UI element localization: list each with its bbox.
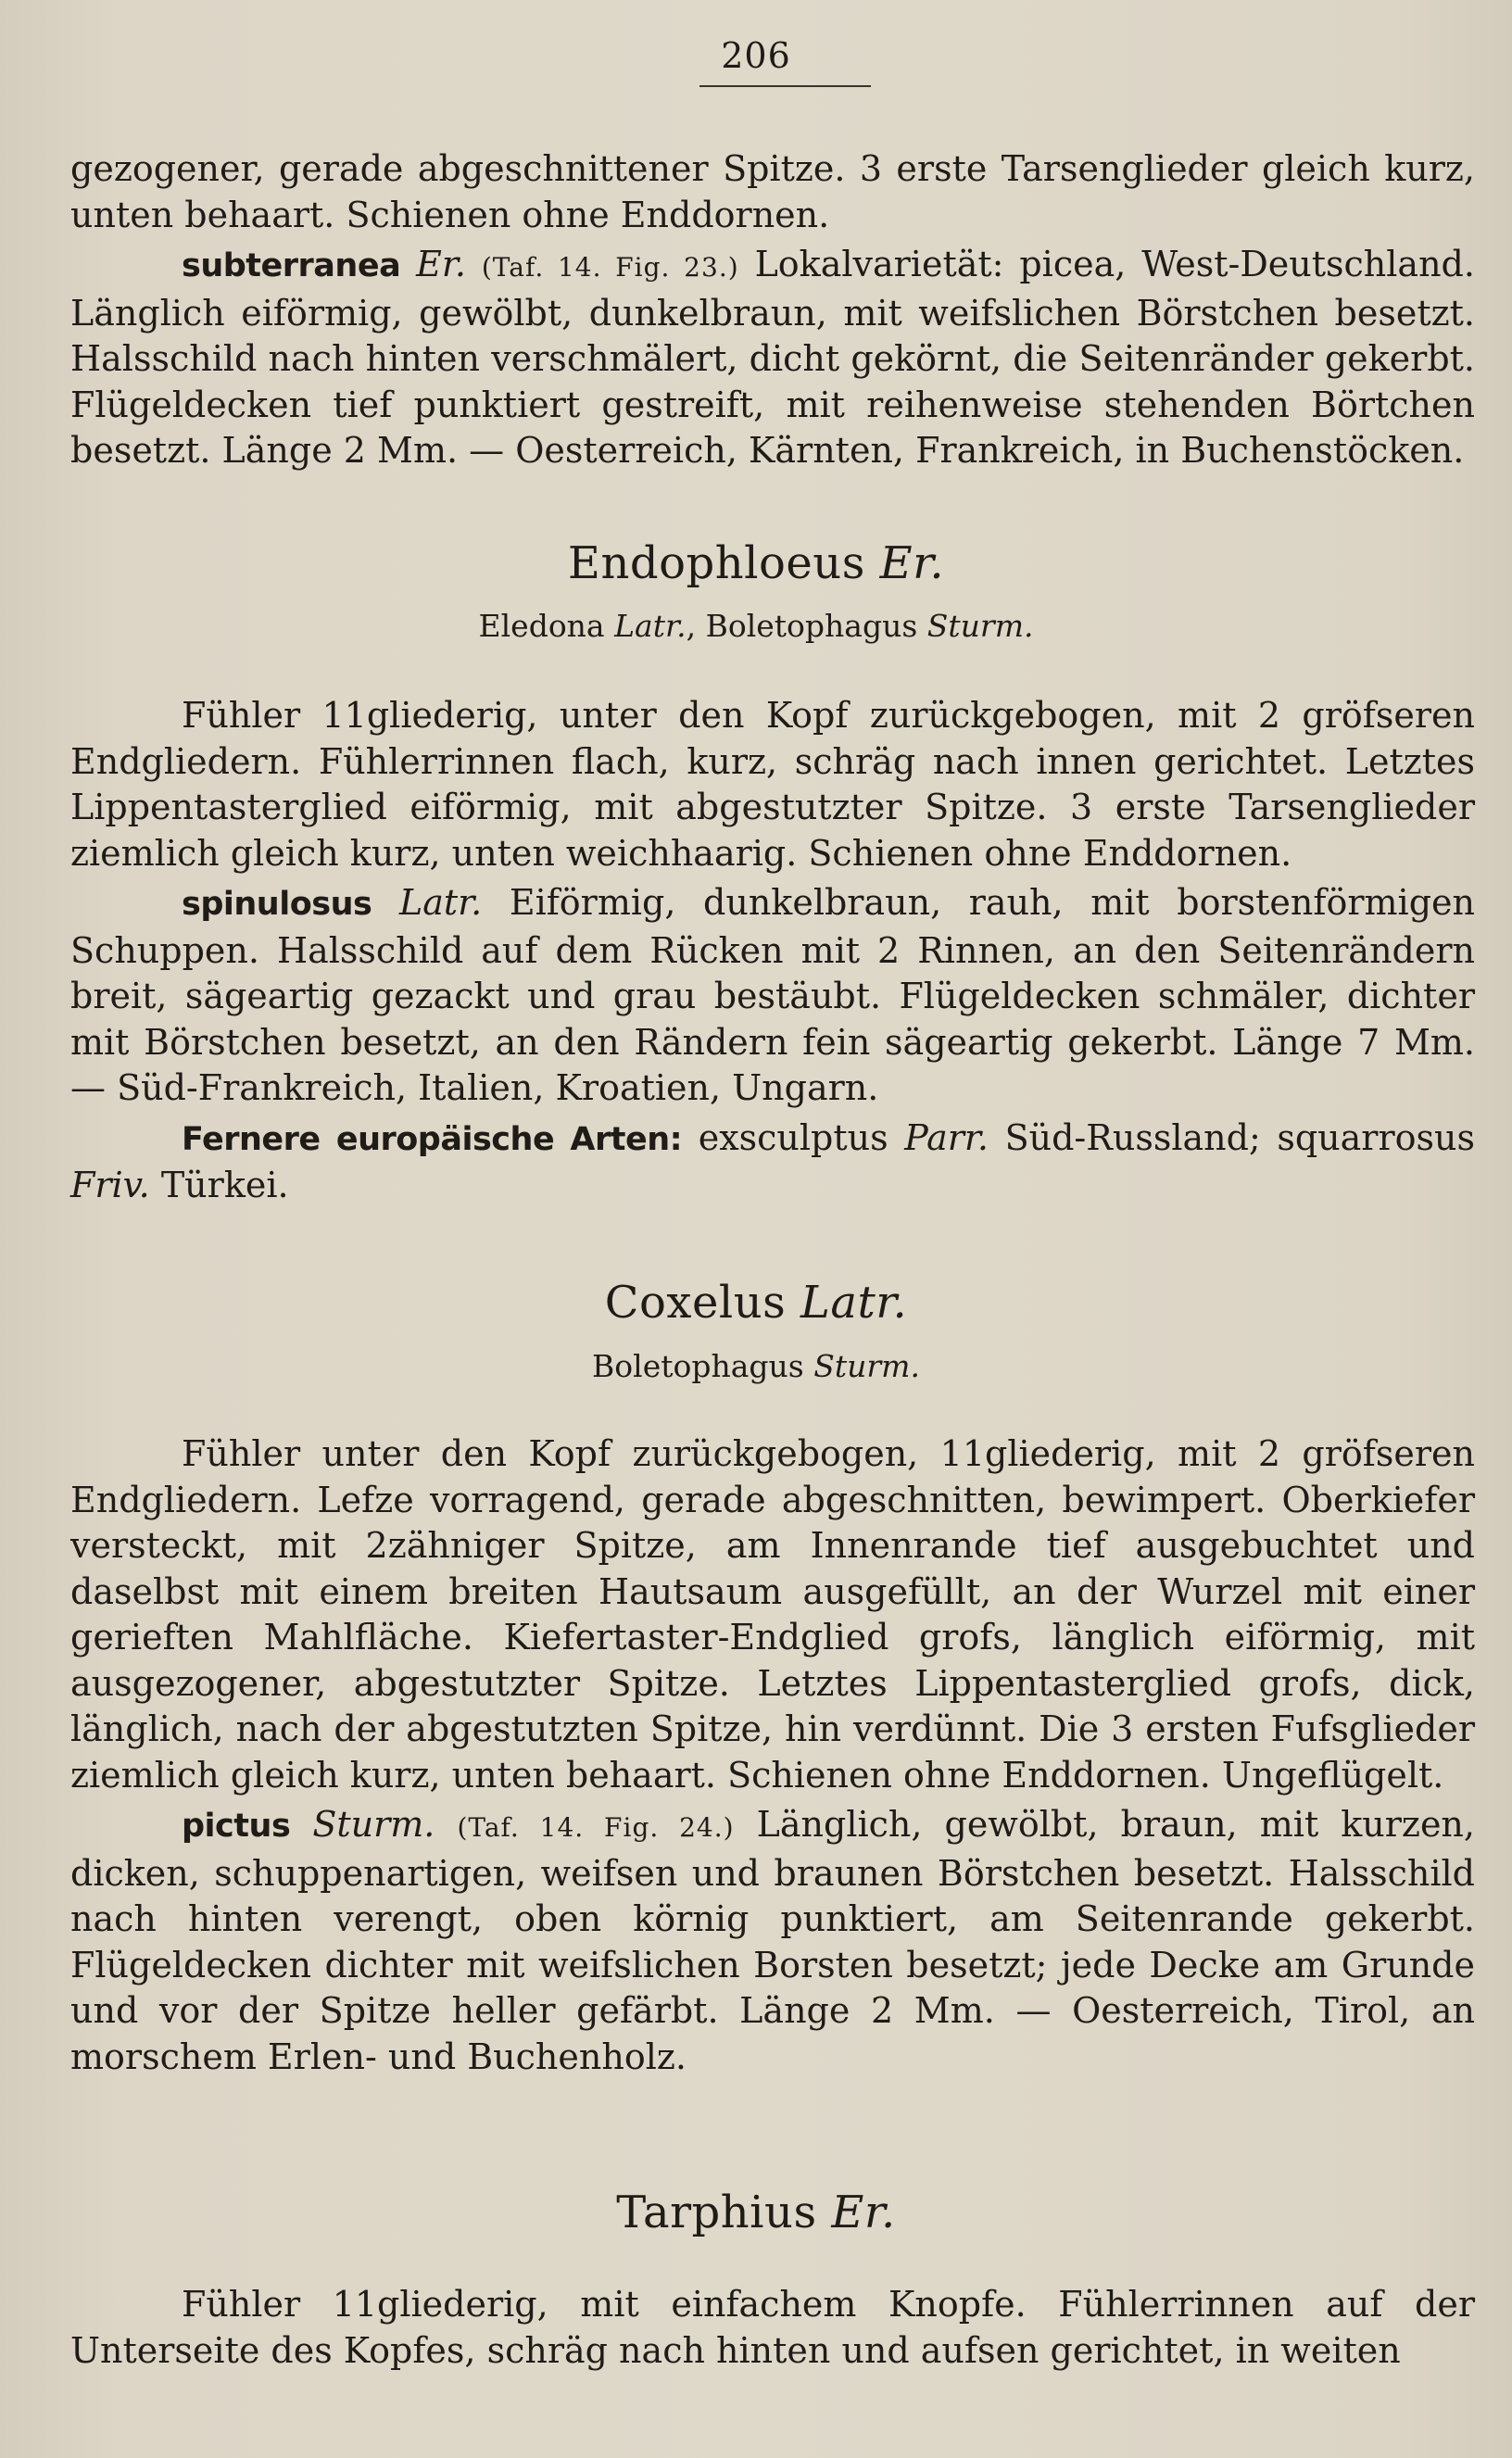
further-species-label: Fernere europäische Arten: <box>182 1120 683 1158</box>
genus-author: Er. <box>831 2187 896 2238</box>
genus-description: Fühler unter den Kopf zurückgebogen, 11gliederig, mit 2 gröfseren Endgliedern. Lefze vorragend, gerade abgeschnitten, bewimpert. Oberkiefer versteckt, mit 2zähniger Spitze, am Innenrande tief ausgebuchtet und daselbst mit einem breiten Hautsaum ausgefüllt, an der Wurzel mit einer gerieften Mahlfläche. Kiefertaster-Endglied grofs, länglich eiförmig, mit ausgezogener, abgestutzter Spitze. Letztes Lippentasterglied grofs, dick, länglich, nach der abgestutzten Spitze, hin verdünnt. Die 3 ersten Fufsglieder ziemlich gleich kurz, unten behaart. Schienen ohne Enddornen. Ungeflügelt. <box>70 1433 1475 1796</box>
species-description: Lokalvarietät: picea, West-Deutschland. Länglich eiförmig, gewölbt, dunkelbraun, mit weifslichen Börstchen besetzt. Halsschild nach hinten verschmälert, dicht gekörnt, die Seitenränder gekerbt. Flügeldecken tief punktiert gestreift, mit reihenweise stehenden Börtchen besetzt. Länge 2 Mm. — Oesterreich, Kärnten, Frankreich, in Buchenstöcken. <box>70 244 1475 471</box>
species-author: Sturm. <box>312 1804 435 1845</box>
species-author: Friv. <box>70 1165 150 1205</box>
species-author: Er. <box>416 244 466 284</box>
page-number: 206 <box>721 35 791 76</box>
synonym: Boletophagus <box>592 1348 804 1384</box>
species-entry-spinulosus <box>70 880 1475 1112</box>
genus-heading-tarphius <box>0 2187 1512 2238</box>
species-description: Länglich, gewölbt, braun, mit kurzen, dicken, schuppenartigen, weifsen und braunen Börstchen besetzt. Halsschild nach hinten verengt, oben körnig punktiert, am Seitenrande gekerbt. Flügeldecken dichter mit weifslichen Borsten besetzt; jede Decke am Grunde und vor der Spitze heller gefärbt. Länge 2 Mm. — Oesterreich, Tirol, an morschem Erlen- und Buchenholz. <box>70 1804 1475 2077</box>
species-name: subterranea <box>182 247 401 284</box>
species-entry-pictus <box>70 1802 1475 2080</box>
species-entry-subterranea <box>70 242 1475 474</box>
plate-reference: (Taf. 14. Fig. 23.) <box>481 252 739 283</box>
species-name: spinulosus <box>182 886 372 923</box>
species-author: Latr. <box>398 882 483 923</box>
genus-description: Fühler 11gliederig, mit einfachem Knopfe. Fühlerrinnen auf der Unterseite des Kopfes, schräg nach hinten und aufsen gerichtet, in weiten <box>70 2284 1475 2371</box>
genus-name: Coxelus <box>604 1277 787 1329</box>
genus-name: Tarphius <box>616 2187 817 2238</box>
species-locality: Süd-Russland; <box>1004 1116 1261 1158</box>
genus-description: Fühler 11gliederig, unter den Kopf zurückgebogen, mit 2 gröfseren Endgliedern. Fühlerrinnen flach, kurz, schräg nach innen gerichtet. Letztes Lippentasterglied eiförmig, mit abgestutzter Spitze. 3 erste Tarsenglieder ziemlich gleich kurz, unten weichhaarig. Schienen ohne Enddornen. <box>70 695 1475 874</box>
synonym: Boletophagus <box>705 608 918 644</box>
genus-author: Er. <box>879 537 945 589</box>
continuation-paragraph: gezogener, gerade abgeschnittener Spitze. 3 erste Tarsenglieder gleich kurz, unten behaart. Schienen ohne Enddornen. <box>70 148 1475 235</box>
species-locality: Türkei. <box>160 1165 289 1205</box>
species-name: squarrosus <box>1277 1116 1475 1158</box>
genus-synonyms: Eledona Latr., Boletophagus Sturm. <box>478 608 1034 644</box>
genus-author: Latr. <box>800 1277 908 1329</box>
species-description: Eiförmig, dunkelbraun, rauh, mit borstenförmigen Schuppen. Halsschild auf dem Rücken mit 2 Rinnen, an den Seitenrändern breit, sägeartig gezackt und grau bestäubt. Flügeldecken schmäler, dichter mit Börstchen besetzt, an den Rändern fein sägeartig gekerbt. Länge 7 Mm. — Süd-Frankreich, Italien, Kroatien, Ungarn. <box>70 882 1475 1108</box>
synonym-author: Latr. <box>614 608 687 644</box>
coxelus-section <box>70 1431 1475 2080</box>
plate-reference: (Taf. 14. Fig. 24.) <box>457 1812 735 1843</box>
synonym-author: Sturm. <box>813 1348 920 1384</box>
genus-heading-coxelus <box>0 1277 1512 1329</box>
synonym: Eledona <box>478 608 605 644</box>
synonym-author: Sturm. <box>926 608 1034 644</box>
continuation-section <box>70 146 1475 474</box>
genus-heading-endophloeus <box>0 537 1512 589</box>
species-name: pictus <box>182 1808 291 1845</box>
species-name: exsculptus <box>698 1116 888 1158</box>
page-number-rule <box>699 85 871 87</box>
species-author: Parr. <box>904 1116 989 1158</box>
tarphius-section <box>70 2282 1475 2374</box>
endophloeus-section <box>70 693 1475 1209</box>
genus-name: Endophloeus <box>567 537 865 589</box>
further-species <box>70 1116 1475 1209</box>
genus-synonyms <box>0 1348 1512 1384</box>
